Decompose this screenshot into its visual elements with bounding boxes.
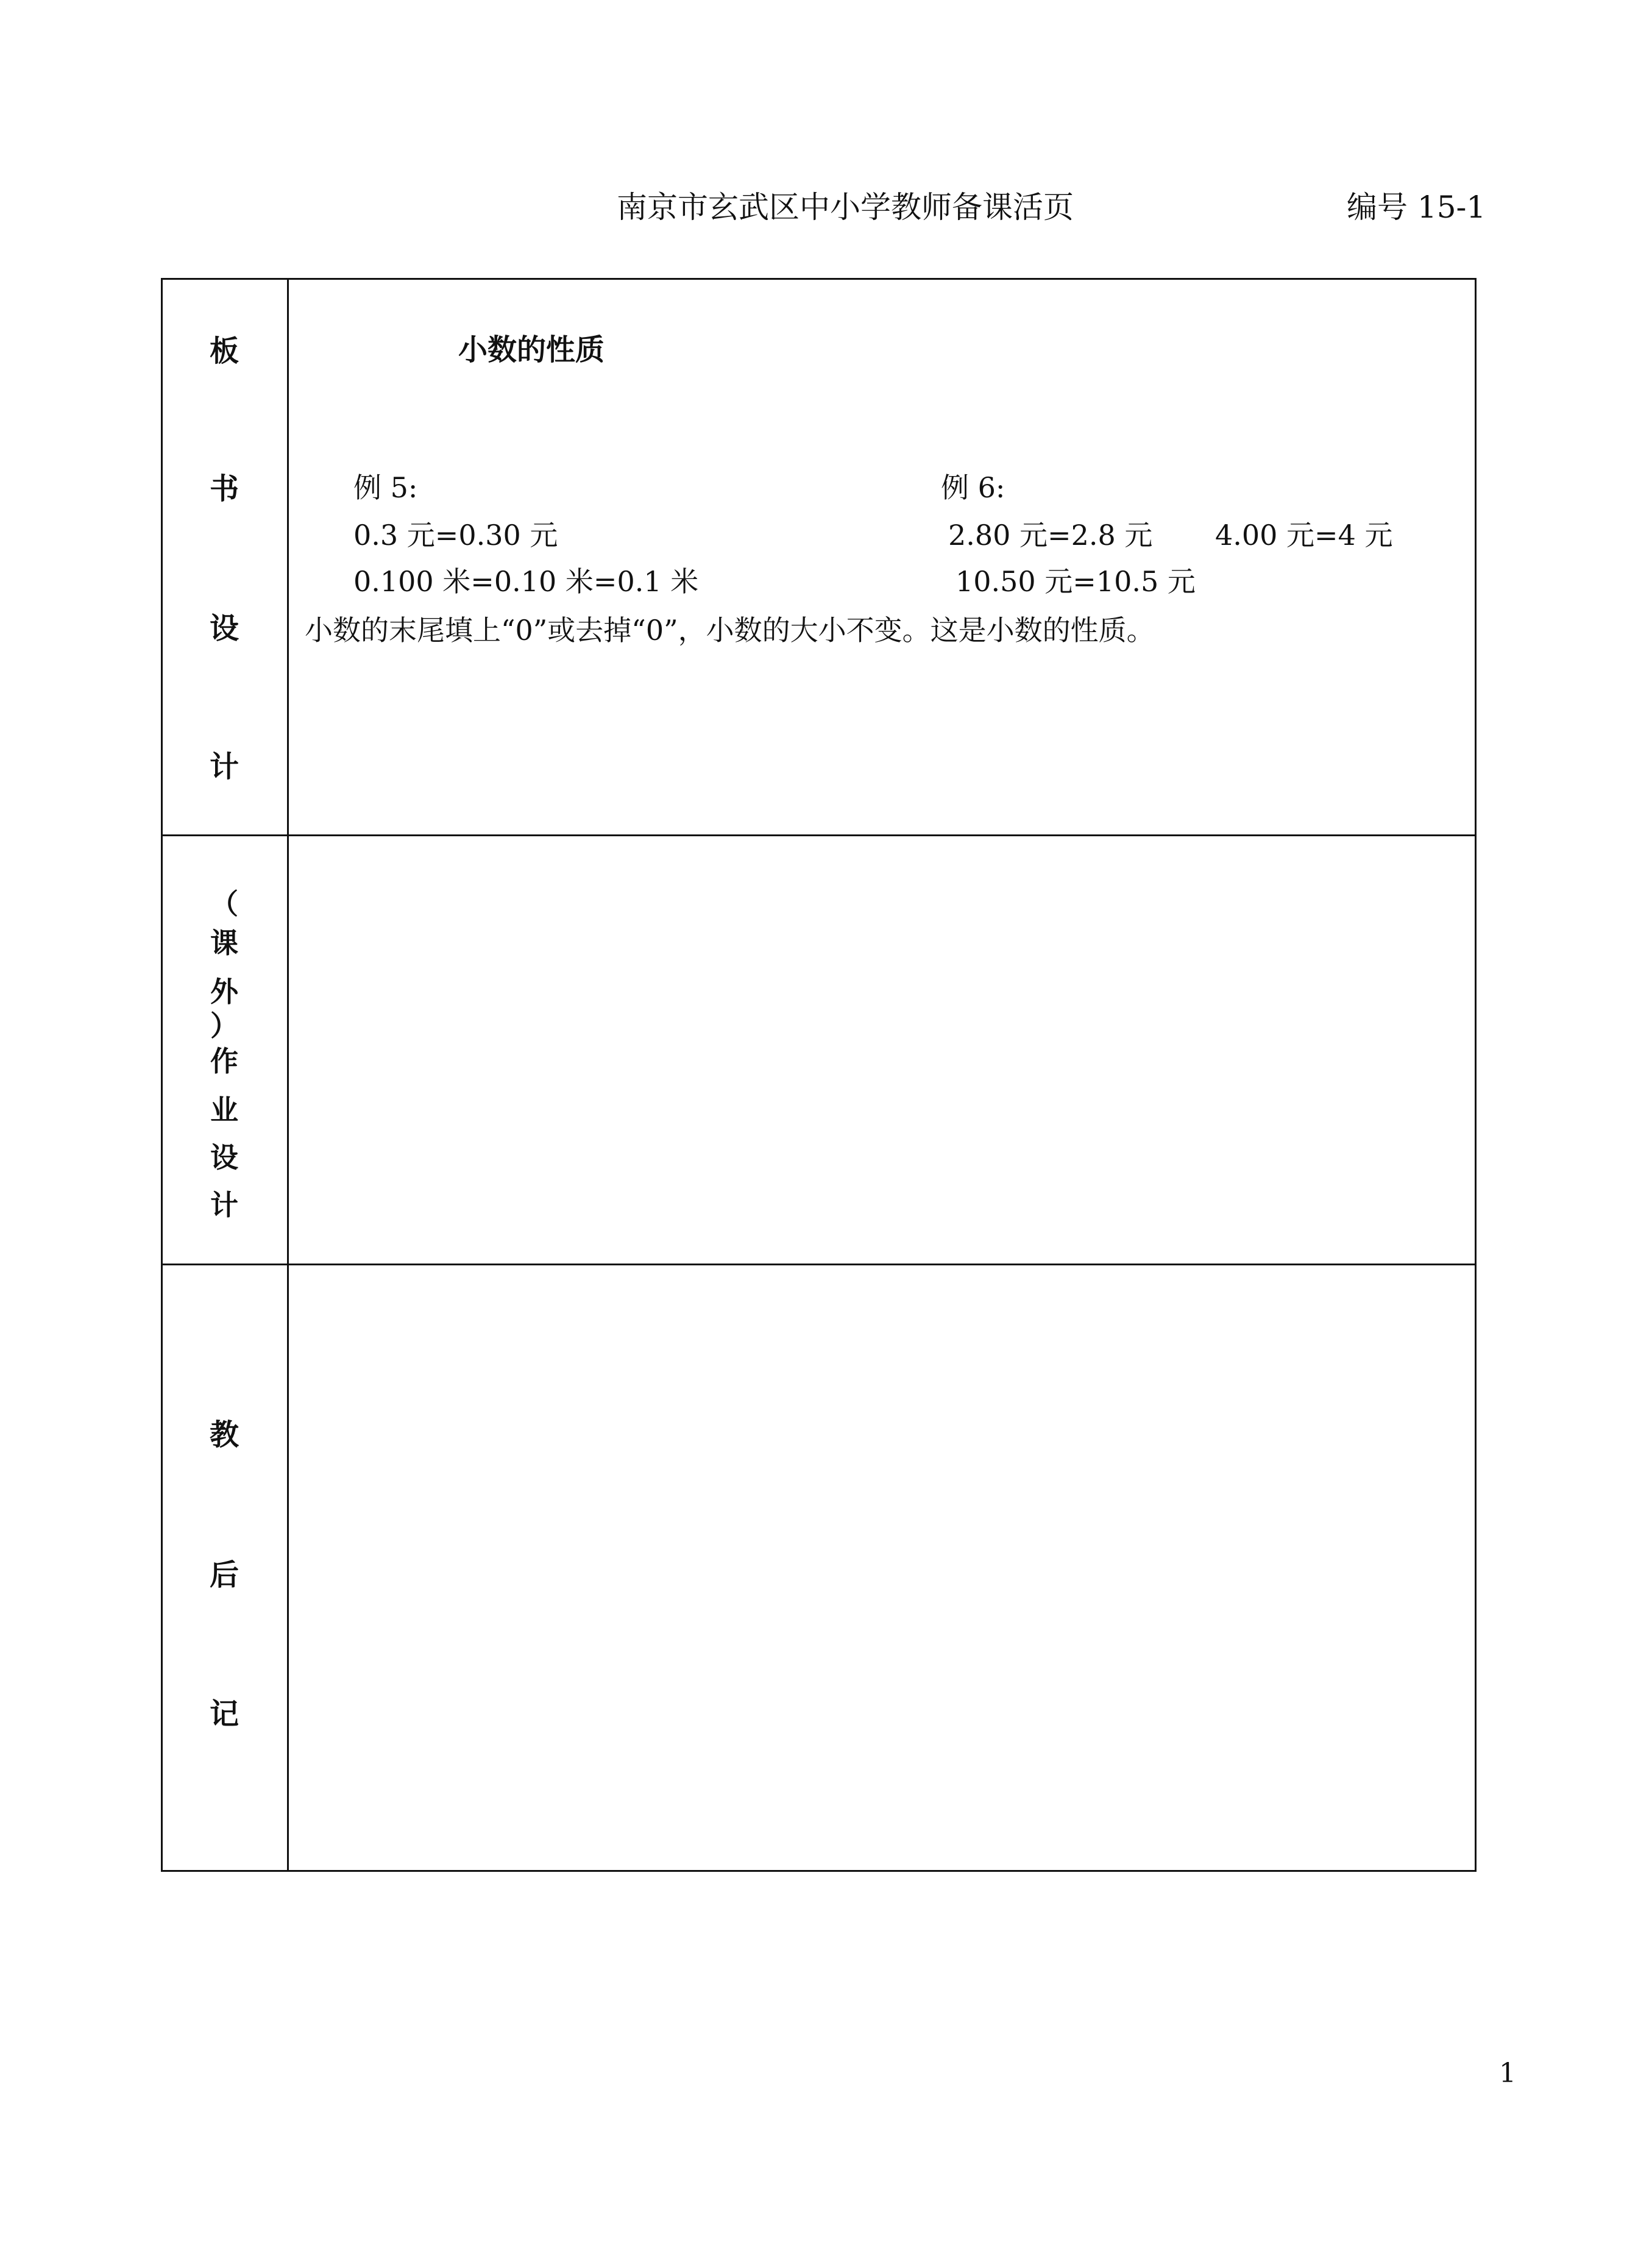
label-char: 外: [210, 975, 238, 1008]
label-char: 设: [209, 611, 239, 645]
label-char: 教: [209, 1418, 239, 1452]
document-number: 编号 15-1: [1347, 190, 1486, 225]
example5-line1: 0.3 元=0.30 元: [353, 519, 558, 552]
label-char: 作: [210, 1045, 238, 1078]
label-char: 后: [209, 1558, 239, 1592]
label-char: 板: [209, 334, 239, 368]
example6-label: 例 6:: [941, 471, 1005, 504]
example5-label: 例 5:: [353, 471, 418, 504]
table-right-border: [1475, 278, 1477, 1872]
label-char: 计: [210, 1189, 238, 1221]
example6-line1b: 4.00 元=4 元: [1215, 519, 1393, 552]
example6-line2: 10.50 元=10.5 元: [956, 565, 1196, 598]
label-char: ）: [210, 1009, 238, 1042]
label-char: 业: [210, 1093, 238, 1126]
page-number: 1: [1499, 2058, 1516, 2089]
table-row-divider: [161, 1264, 1477, 1265]
label-char: 计: [209, 750, 239, 784]
label-char: 记: [209, 1697, 239, 1731]
example5-line2: 0.100 米=0.10 米=0.1 米: [353, 565, 699, 598]
page-title: 南京市玄武区中小学教师备课活页: [617, 190, 1074, 225]
board-title: 小数的性质: [458, 333, 605, 367]
label-char: 书: [209, 472, 239, 506]
example6-line1a: 2.80 元=2.8 元: [948, 519, 1153, 552]
label-char: （: [210, 887, 238, 920]
label-char: 课: [210, 926, 238, 959]
table-row-divider: [161, 834, 1477, 836]
table-bottom-border: [161, 1870, 1477, 1872]
property-conclusion: 小数的末尾填上“0”或去掉“0”，小数的大小不变。这是小数的性质。: [305, 614, 1155, 647]
table-top-border: [161, 278, 1477, 280]
label-char: 设: [210, 1141, 238, 1174]
